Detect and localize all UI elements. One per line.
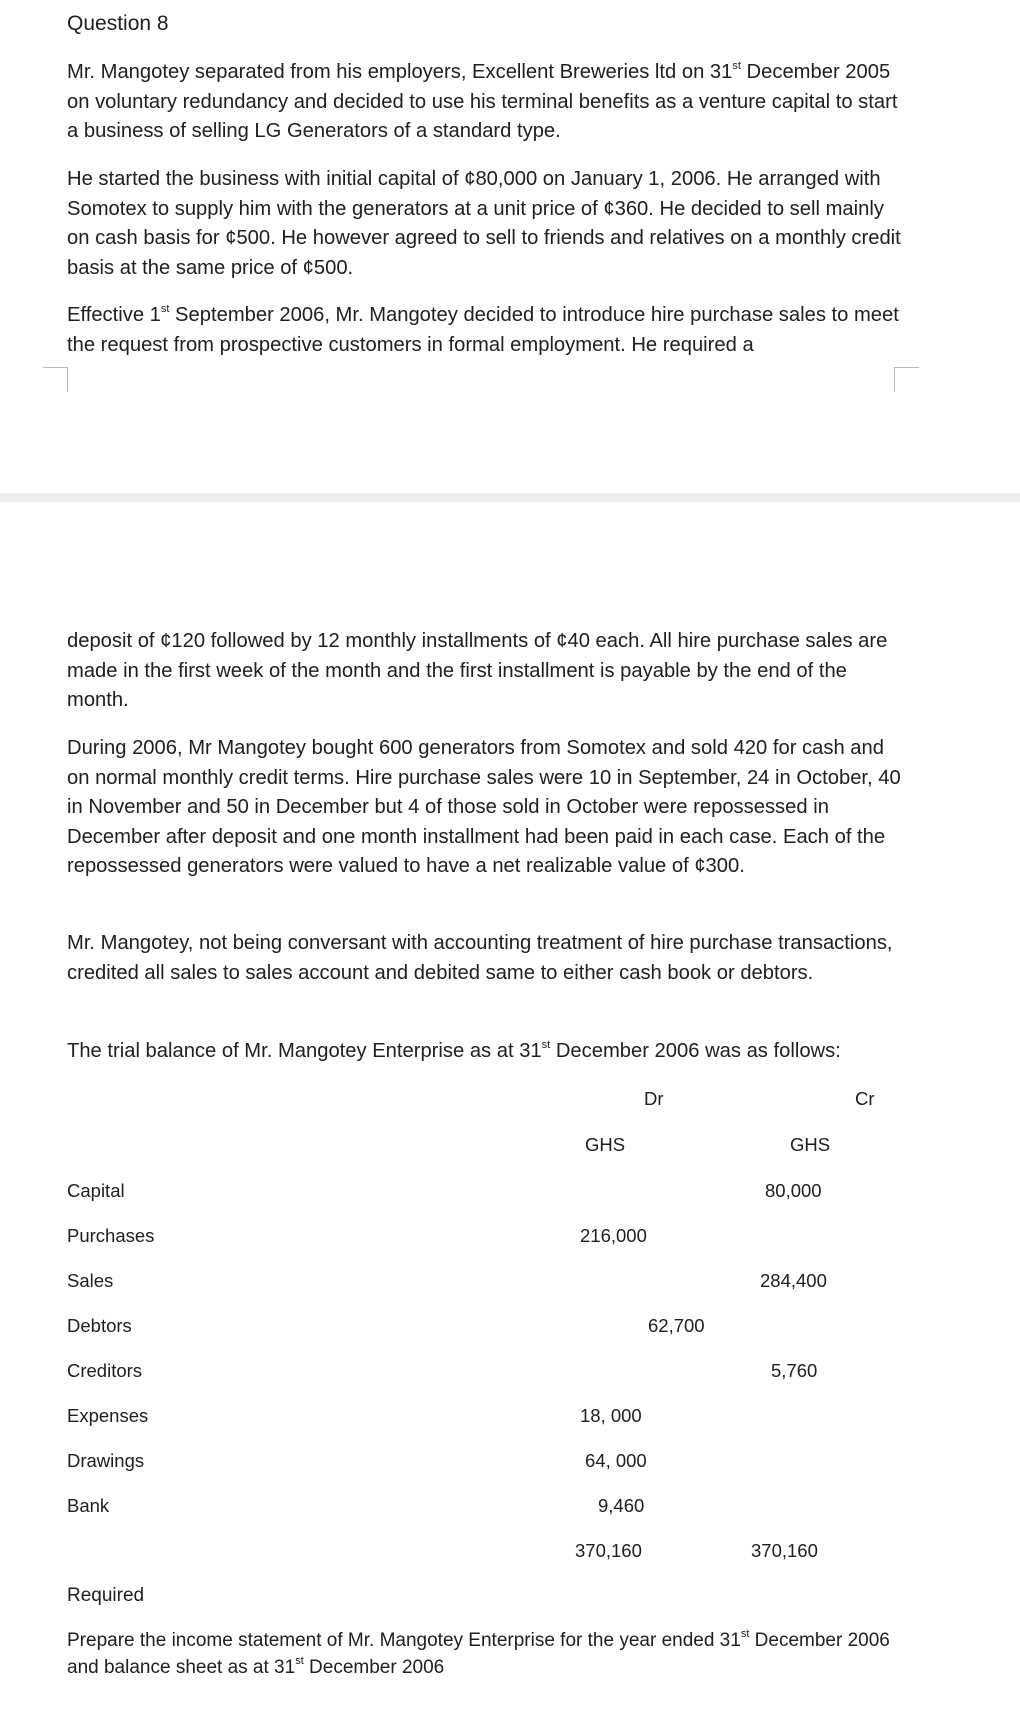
crop-mark-top-left <box>43 367 68 392</box>
row-label-debtors: Debtors <box>67 1315 132 1336</box>
paragraph-4: deposit of ¢120 followed by 12 monthly installments of ¢40 each. All hire purchase sales are made in the first week of the month and the first installment is payable by the end of the month. <box>67 630 888 711</box>
paragraph-3 <box>67 301 907 360</box>
total-cr: 370,160 <box>751 1540 818 1561</box>
row-label-expenses: Expenses <box>67 1405 149 1426</box>
required-text-part-1: Prepare the income statement of Mr. Mangotey Enterprise for the year ended 31 <box>67 1630 741 1651</box>
required-label: Required <box>67 1585 145 1606</box>
row-label-capital: Capital <box>67 1180 125 1201</box>
superscript: st <box>541 1039 551 1051</box>
paragraph-1 <box>67 58 907 147</box>
row-cr-creditors: 5,760 <box>771 1360 818 1381</box>
row-cr-capital: 80,000 <box>765 1180 822 1201</box>
row-dr-debtors: 62,700 <box>648 1315 705 1336</box>
row-label-bank: Bank <box>67 1495 110 1516</box>
required-text-part-2: December 2006 and balance sheet as at 31 <box>67 1630 890 1678</box>
row-dr-bank: 9,460 <box>598 1495 645 1516</box>
row-dr-drawings: 64, 000 <box>585 1450 647 1471</box>
row-cr-sales: 284,400 <box>760 1270 827 1291</box>
required-text-part-3: December 2006 <box>303 1657 445 1678</box>
cr-currency: GHS <box>790 1134 831 1155</box>
page-separator <box>0 493 1020 502</box>
dr-currency: GHS <box>585 1134 626 1155</box>
superscript: st <box>732 60 741 72</box>
superscript: st <box>160 303 170 315</box>
crop-mark-top-right <box>894 367 919 392</box>
question-title: Question 8 <box>67 12 169 35</box>
paragraph-7-text-cont: December 2006 was as follows: <box>550 1040 841 1062</box>
total-dr: 370,160 <box>575 1540 642 1561</box>
row-label-sales: Sales <box>67 1270 114 1291</box>
row-label-drawings: Drawings <box>67 1450 145 1471</box>
document-page-1 <box>0 0 1020 493</box>
paragraph-7-text: The trial balance of Mr. Mangotey Enterprise as at 31 <box>67 1040 542 1062</box>
dr-header: Dr <box>644 1088 664 1109</box>
row-dr-purchases: 216,000 <box>580 1225 647 1246</box>
row-dr-expenses: 18, 000 <box>580 1405 642 1426</box>
paragraph-6: Mr. Mangotey, not being conversant with accounting treatment of hire purchase transactions, credited all sales to sales account and debited same to either cash book or debtors. <box>67 932 893 984</box>
row-label-creditors: Creditors <box>67 1360 143 1381</box>
paragraph-7 <box>67 1037 907 1067</box>
paragraph-5: During 2006, Mr Mangotey bought 600 generators from Somotex and sold 420 for cash and on normal monthly credit terms. Hire purchase sales were 10 in September, 24 in October, 40 in November and 50 in December but 4 of those sold in October were repossessed in December after deposit and one month installment had been paid in each case. Each of the repossessed generators were valued to have a net realizable value of ¢300. <box>67 737 901 877</box>
superscript: st <box>740 1628 750 1640</box>
paragraph-3-text: Effective 1 <box>67 304 161 326</box>
row-label-purchases: Purchases <box>67 1225 155 1246</box>
paragraph-2: He started the business with initial capital of ¢80,000 on January 1, 2006. He arranged with Somotex to supply him with the generators at a unit price of ¢360. He decided to sell mainly on cash basis for ¢500. He however agreed to sell to friends and relatives on a monthly credit basis at the same price of ¢500. <box>67 168 901 279</box>
cr-header: Cr <box>855 1088 875 1109</box>
paragraph-1-text: Mr. Mangotey separated from his employers, Excellent Breweries ltd on 31 <box>67 61 733 83</box>
paragraph-3-text-cont: September 2006, Mr. Mangotey decided to introduce hire purchase sales to meet the request from prospective customers in formal employment. He required a <box>67 304 899 356</box>
superscript: st <box>295 1655 304 1667</box>
paragraph-1-text-cont: December 2005 on voluntary redundancy and decided to use his terminal benefits as a venture capital to start a business of selling LG Generators of a standard type. <box>67 61 898 142</box>
required-text <box>67 1627 907 1681</box>
